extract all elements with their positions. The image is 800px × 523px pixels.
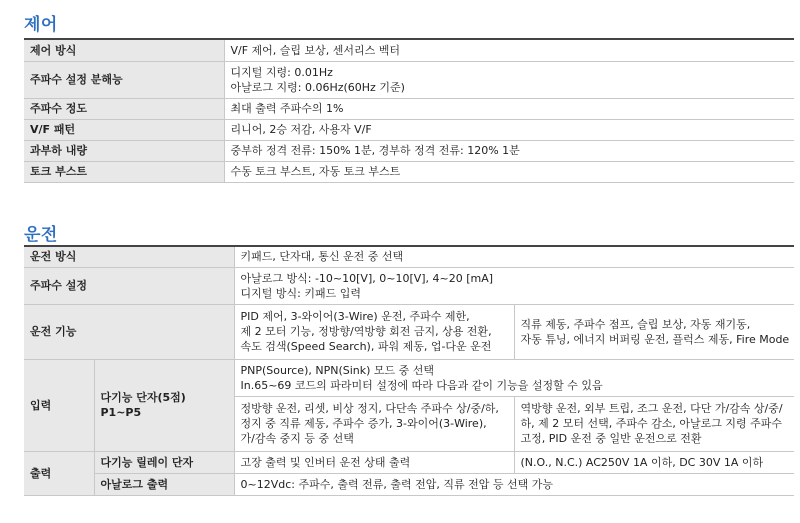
sub-label: 다기능 단자(5점) P1~P5 bbox=[94, 359, 234, 451]
row-label: 과부하 내량 bbox=[24, 140, 224, 161]
row-value: 리니어, 2승 저감, 사용자 V/F bbox=[224, 119, 794, 140]
table-row bbox=[24, 119, 794, 140]
section-title-control: 제어 bbox=[24, 15, 58, 35]
table-row bbox=[24, 267, 794, 304]
row-value: 아날로그 방식: -10~10[V], 0~10[V], 4~20 [mA] 디지털 방식: 키패드 입력 bbox=[234, 267, 794, 304]
row-label: 운전 방식 bbox=[24, 246, 234, 267]
operation-spec-table bbox=[24, 245, 794, 496]
table-row bbox=[24, 304, 794, 359]
table-row bbox=[24, 161, 794, 182]
control-spec-table bbox=[24, 38, 794, 183]
row-label: 주파수 설정 분해능 bbox=[24, 61, 224, 98]
row-value-left: 정방향 운전, 리셋, 비상 정지, 다단속 주파수 상/중/하, 정지 중 직류 제동, 주파수 증가, 3-와이어(3-Wire), 가/감속 중지 등 중 선택 bbox=[234, 396, 514, 451]
row-label: 운전 기능 bbox=[24, 304, 234, 359]
table-row bbox=[24, 39, 794, 61]
table-row bbox=[24, 451, 794, 473]
row-label: 토크 부스트 bbox=[24, 161, 224, 182]
row-value-left: 고장 출력 및 인버터 운전 상태 출력 bbox=[234, 451, 514, 473]
row-value: 중부하 정격 전류: 150% 1분, 경부하 정격 전류: 120% 1분 bbox=[224, 140, 794, 161]
row-value: 키패드, 단자대, 통신 운전 중 선택 bbox=[234, 246, 794, 267]
row-value: 최대 출력 주파수의 1% bbox=[224, 98, 794, 119]
row-value: PNP(Source), NPN(Sink) 모드 중 선택 In.65~69 코드의 파라미터 설정에 따라 다음과 같이 기능을 설정할 수 있음 bbox=[234, 359, 794, 396]
table-row bbox=[24, 61, 794, 98]
row-label: 출력 bbox=[24, 451, 94, 495]
table-row bbox=[24, 140, 794, 161]
row-value: 수동 토크 부스트, 자동 토크 부스트 bbox=[224, 161, 794, 182]
sub-label: 아날로그 출력 bbox=[94, 473, 234, 495]
row-label: 주파수 설정 bbox=[24, 267, 234, 304]
row-value-left: PID 제어, 3-와이어(3-Wire) 운전, 주파수 제한, 제 2 모터 기능, 정방향/역방향 회전 금지, 상용 전환, 속도 검색(Speed Search), 파워 제동, 업-다운 운전 bbox=[234, 304, 514, 359]
table-row bbox=[24, 98, 794, 119]
row-label: 주파수 정도 bbox=[24, 98, 224, 119]
row-value-right: 직류 제동, 주파수 점프, 슬립 보상, 자동 재기동, 자동 튜닝, 에너지 버퍼링 운전, 플럭스 제동, Fire Mode bbox=[514, 304, 794, 359]
table-row bbox=[24, 473, 794, 495]
row-value-right: 역방향 운전, 외부 트립, 조그 운전, 다단 가/감속 상/중/ 하, 제 2 모터 선택, 주파수 감소, 아날로그 지령 주파수 고정, PID 운전 중 일반 운전으로 전환 bbox=[514, 396, 794, 451]
row-label: 입력 bbox=[24, 359, 94, 451]
row-label: V/F 패턴 bbox=[24, 119, 224, 140]
table-row bbox=[24, 359, 794, 396]
row-value: V/F 제어, 슬립 보상, 센서리스 벡터 bbox=[224, 39, 794, 61]
table-row bbox=[24, 246, 794, 267]
row-value: 디지털 지령: 0.01Hz 아날로그 지령: 0.06Hz(60Hz 기준) bbox=[224, 61, 794, 98]
section-title-operation: 운전 bbox=[24, 225, 58, 245]
row-value-right: (N.O., N.C.) AC250V 1A 이하, DC 30V 1A 이하 bbox=[514, 451, 794, 473]
row-value: 0~12Vdc: 주파수, 출력 전류, 출력 전압, 직류 전압 등 선택 가능 bbox=[234, 473, 794, 495]
row-label: 제어 방식 bbox=[24, 39, 224, 61]
sub-label: 다기능 릴레이 단자 bbox=[94, 451, 234, 473]
